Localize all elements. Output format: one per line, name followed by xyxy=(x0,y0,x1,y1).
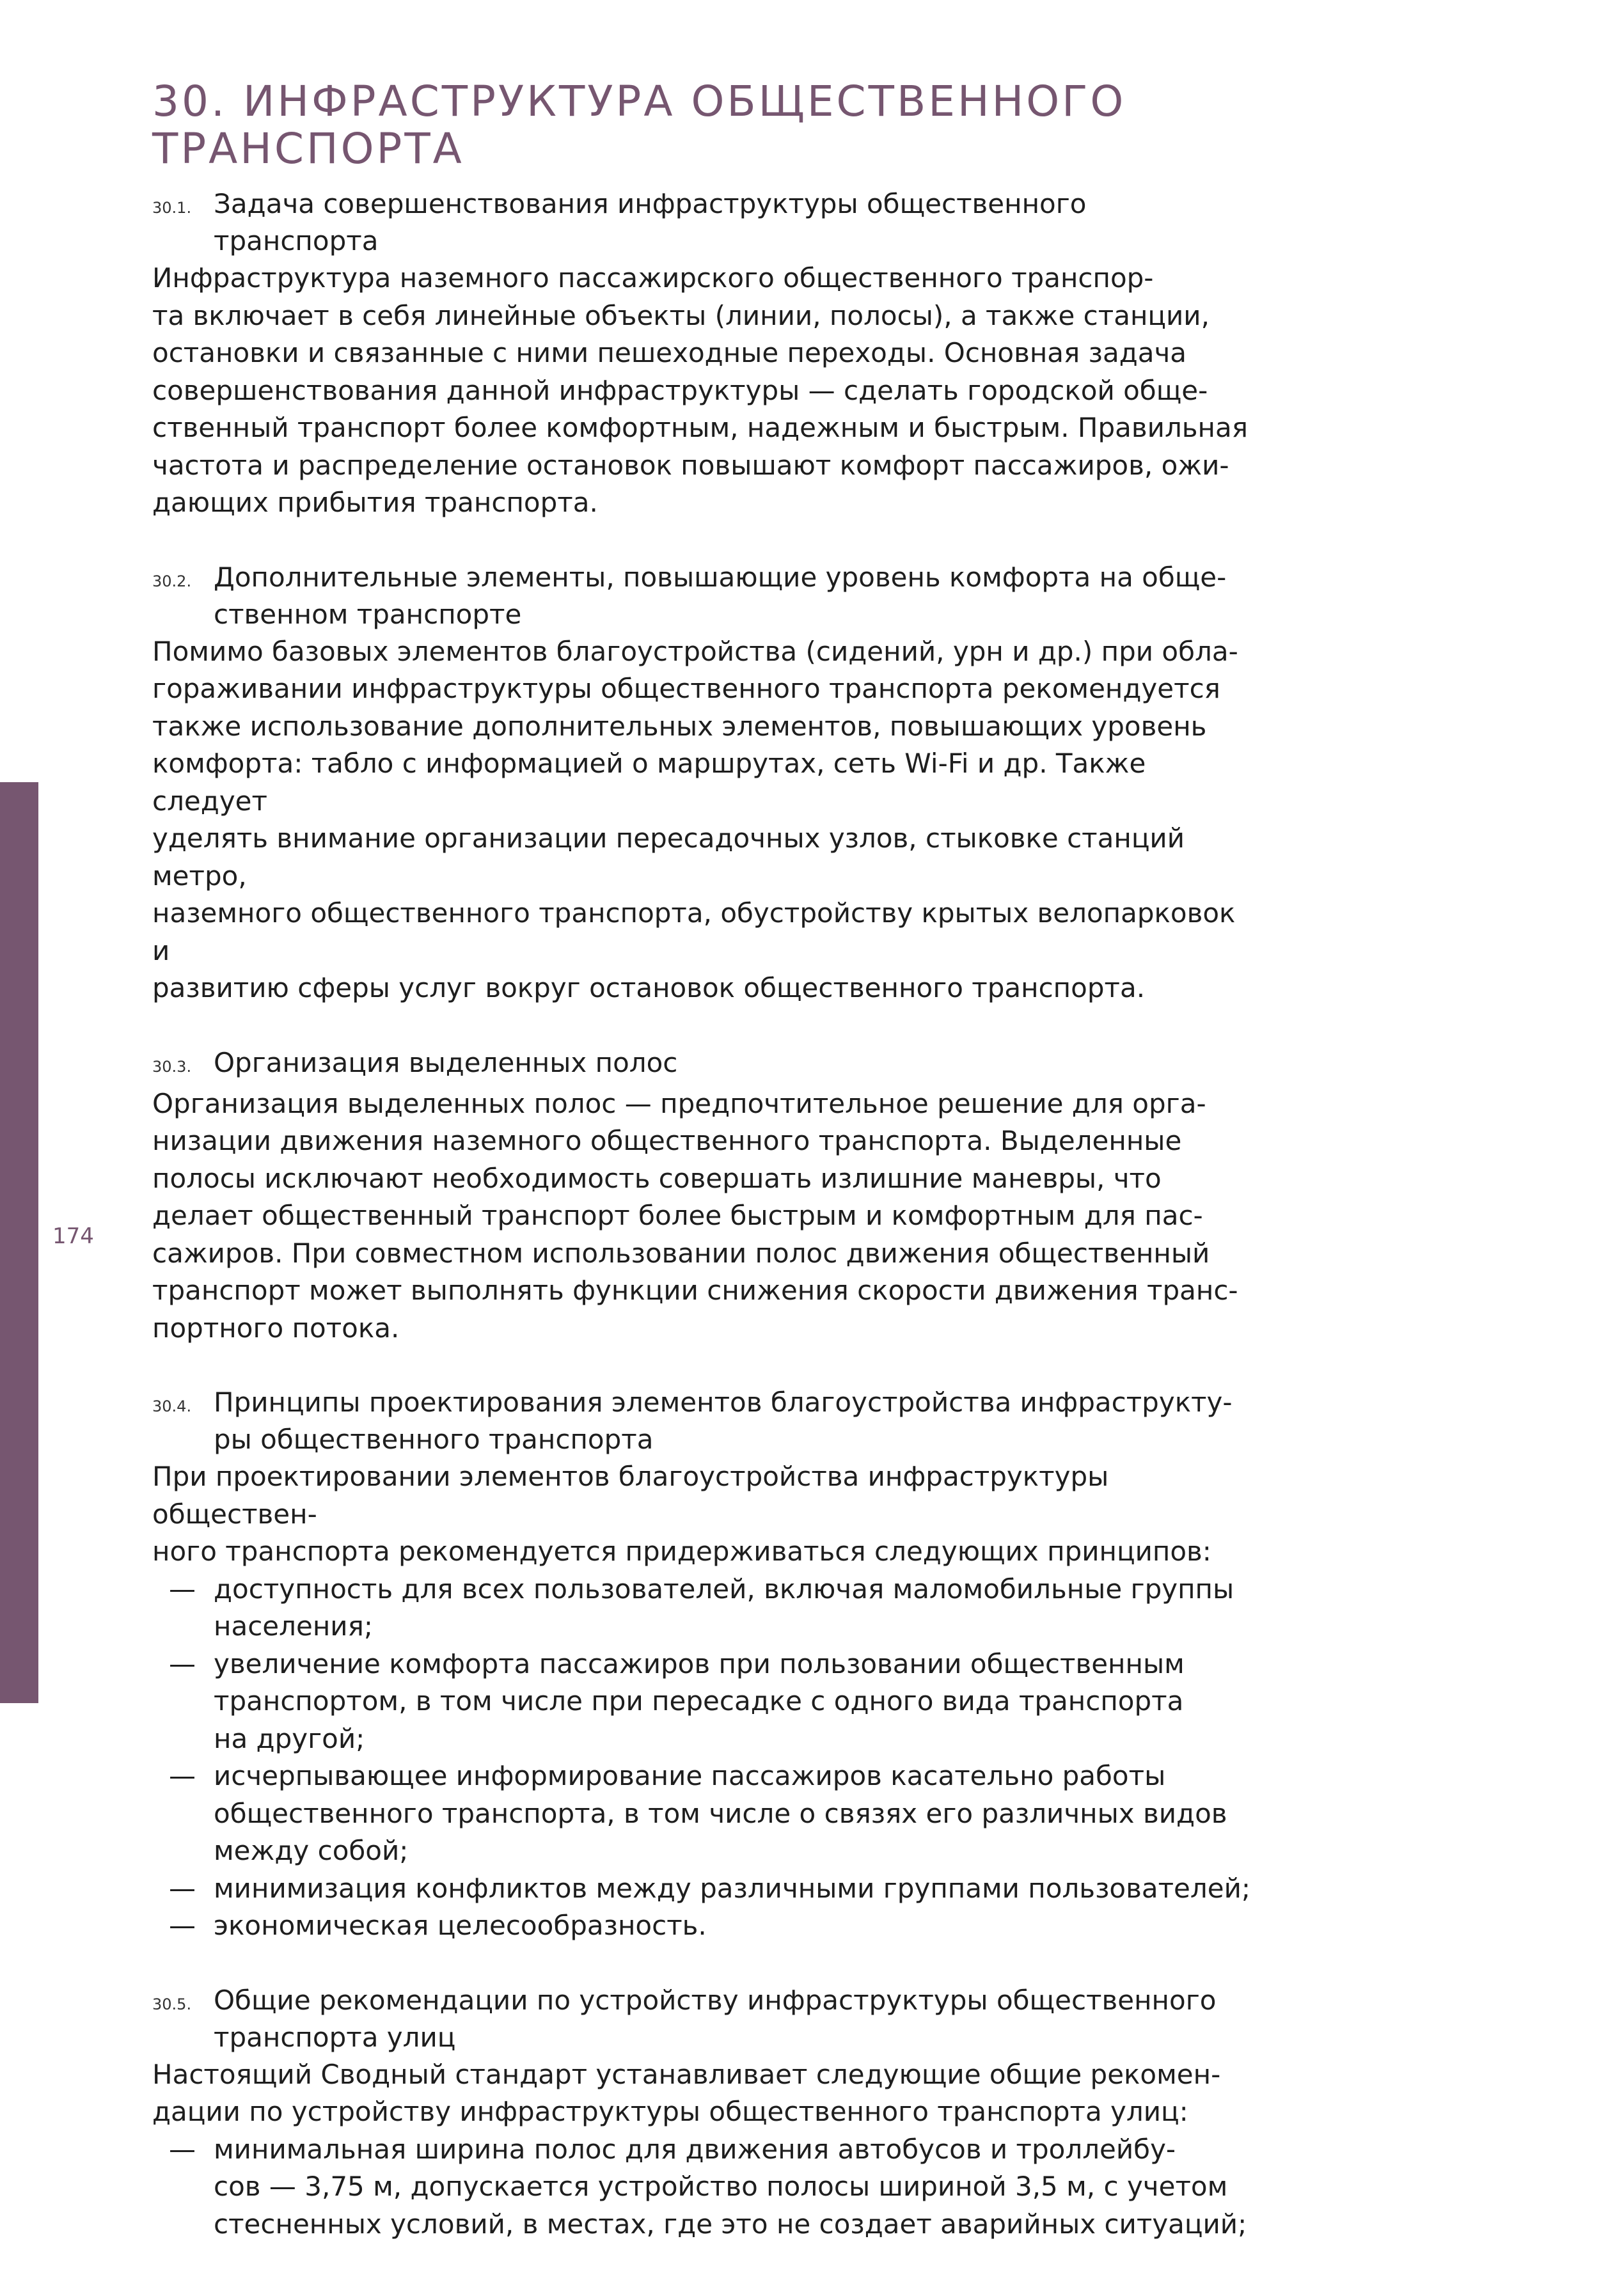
section-heading xyxy=(152,185,1252,260)
list-item-text: исчерпывающее информирование пассажиров касательно работы общественного транспорта, в том числе о связях его различных видов между собой; xyxy=(214,1760,1227,1866)
section-30-4 xyxy=(152,1384,1252,1945)
list-item xyxy=(152,1757,1252,1870)
list-item xyxy=(152,2131,1252,2244)
page-number: 174 xyxy=(52,1223,94,1249)
list-item-text: доступность для всех пользователей, включая маломобильные группы населения; xyxy=(214,1573,1234,1642)
section-30-2 xyxy=(152,559,1252,1007)
recommendations-list xyxy=(152,2131,1252,2244)
chapter-title: 30. ИНФРАСТРУКТУРА ОБЩЕСТВЕННОГО ТРАНСПОРТА xyxy=(152,77,1126,173)
section-number: 30.4. xyxy=(152,1397,192,1415)
dash-marker: — xyxy=(169,1910,196,1941)
dash-marker: — xyxy=(169,1573,196,1605)
list-item xyxy=(152,1571,1252,1646)
section-body: Организация выделенных полос — предпочтительное решение для орга- низации движения наземного общественного транспорта. Выделенные полосы исключают необходимость совершать излишние маневры, что делает общественный транспорт более быстрым и комфортным для пас- сажиров. При совместном использовании полос движения общественный транспорт может выполнять функции снижения скорости движения транс- портного потока. xyxy=(152,1087,1238,1344)
dash-marker: — xyxy=(169,1872,196,1904)
section-title: Общие рекомендации по устройству инфраструктуры общественного транспорта улиц xyxy=(214,1984,1217,2053)
section-30-3 xyxy=(152,1044,1252,1348)
section-title: Дополнительные элементы, повышающие уровень комфорта на обще- ственном транспорте xyxy=(214,561,1227,630)
principles-list xyxy=(152,1571,1252,1945)
section-number: 30.3. xyxy=(152,1057,192,1076)
section-body: Помимо базовых элементов благоустройства (сидений, урн и др.) при обла- гораживании инфраструктуры общественного транспорта рекомендуется также использование дополнительных элементов, повышающих уровень комфорта: табло с информацией о маршрутах, сеть Wi-Fi и др. Также следует уделять внимание организации пересадочных узлов, стыковке станций метро, наземного общественного транспорта, обустройству крытых велопарковок и развитию сферы услуг вокруг остановок общественного транспорта. xyxy=(152,635,1238,1003)
list-item xyxy=(152,1870,1252,1908)
list-item-text: минимизация конфликтов между различными группами пользователей; xyxy=(214,1872,1251,1904)
page-content xyxy=(152,78,1252,2280)
section-body: Инфраструктура наземного пассажирского общественного транспор- та включает в себя линейные объекты (линии, полосы), а также станции, остановки и связанные с ними пешеходные переходы. Основная задача совершенствования данной инфраструктуры — сделать городской обще- ственный транспорт более комфортным, надежным и быстрым. Правильная частота и распределение остановок повышают комфорт пассажиров, ожи- дающих прибытия транспорта. xyxy=(152,262,1249,518)
section-30-1 xyxy=(152,185,1252,522)
section-heading xyxy=(152,1982,1252,2056)
section-body: Настоящий Сводный стандарт устанавливает следующие общие рекомен- дации по устройству инфраструктуры общественного транспорта улиц: xyxy=(152,2058,1221,2127)
section-title: Организация выделенных полос xyxy=(214,1046,678,1078)
dash-marker: — xyxy=(169,2133,196,2165)
section-number: 30.5. xyxy=(152,1995,192,2013)
list-item-text: экономическая целесообразность. xyxy=(214,1910,707,1941)
list-item-text: увеличение комфорта пассажиров при пользовании общественным транспортом, в том числе при пересадке с одного вида транспорта на другой; xyxy=(214,1647,1185,1754)
section-title: Задача совершенствования инфраструктуры общественного транспорта xyxy=(214,188,1087,256)
section-heading xyxy=(152,559,1252,633)
list-item xyxy=(152,1646,1252,1758)
section-number: 30.2. xyxy=(152,572,192,590)
section-heading xyxy=(152,1044,1252,1085)
section-heading xyxy=(152,1384,1252,1458)
dash-marker: — xyxy=(169,1647,196,1679)
section-30-5 xyxy=(152,1982,1252,2244)
section-number: 30.1. xyxy=(152,199,192,217)
list-item xyxy=(152,1907,1252,1945)
dash-marker: — xyxy=(169,1760,196,1791)
list-item-text: минимальная ширина полос для движения автобусов и троллейбу- сов — 3,75 м, допускается устройство полосы шириной 3,5 м, с учетом стесненных условий, в местах, где это не создает аварийных ситуаций; xyxy=(214,2133,1247,2240)
section-title: Принципы проектирования элементов благоустройства инфраструкту- ры общественного транспорта xyxy=(214,1387,1233,1455)
sidebar-color-band xyxy=(0,782,38,1703)
section-body: При проектировании элементов благоустройства инфраструктуры обществен- ного транспорта рекомендуется придерживаться следующих принципов: xyxy=(152,1461,1211,1567)
